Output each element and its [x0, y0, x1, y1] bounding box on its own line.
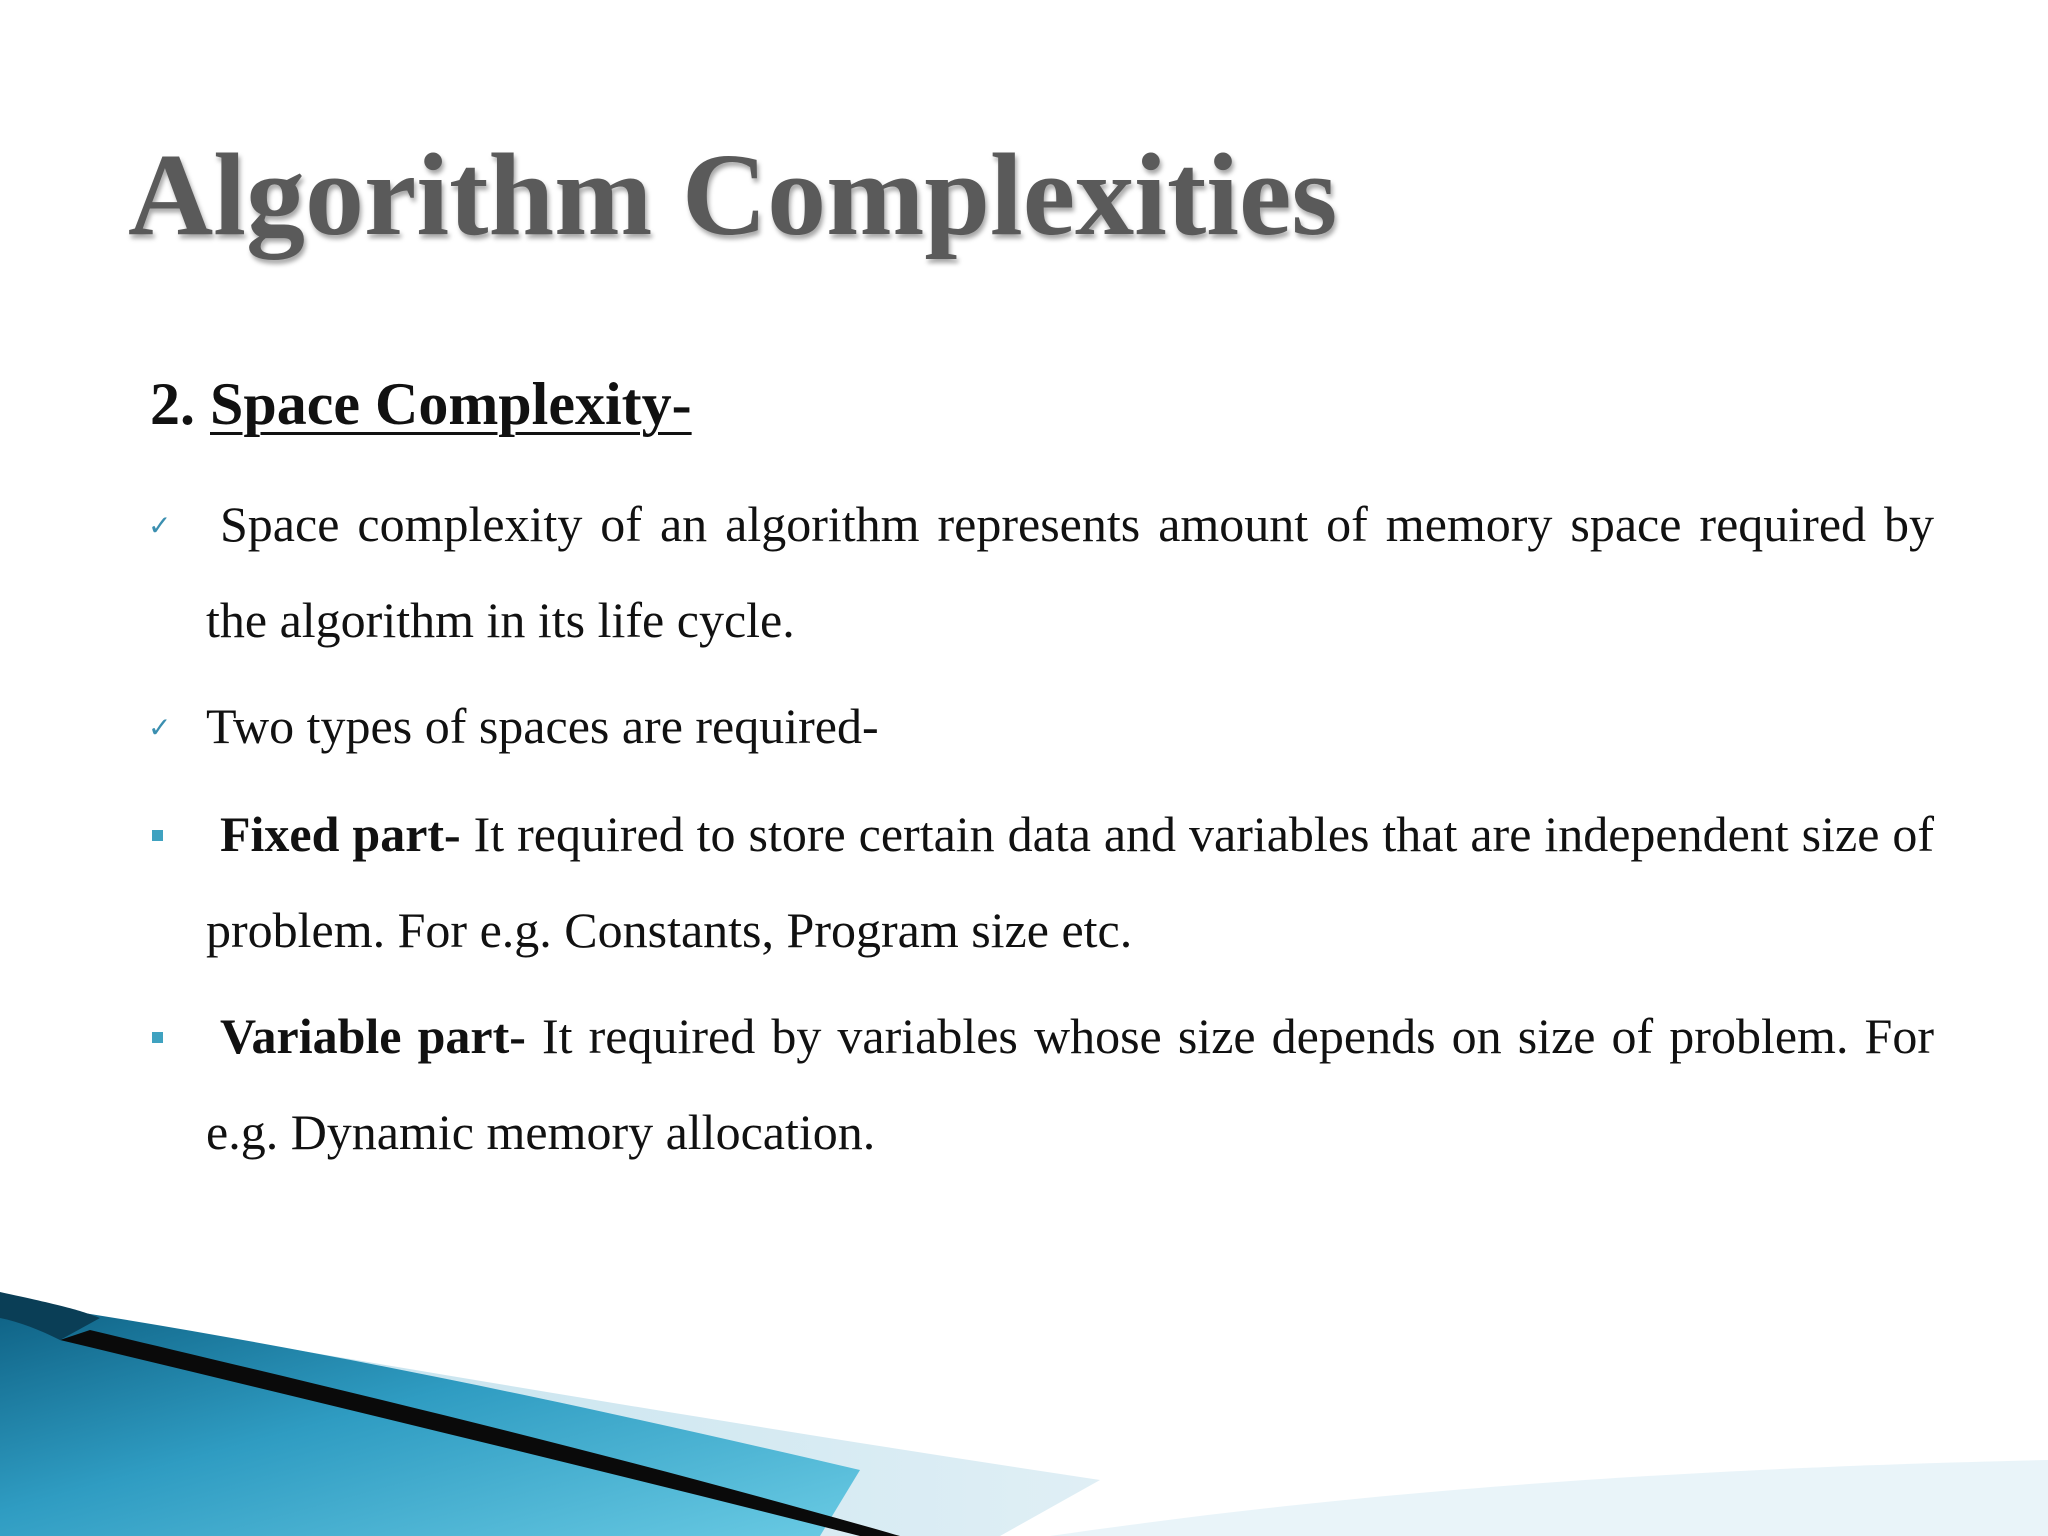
check-icon: ✓	[148, 711, 172, 744]
bullet-text: Space complexity of an algorithm represents amount of memory space required by the algorithm in its life cycle.	[206, 496, 1934, 648]
bullet-term: Fixed part-	[220, 806, 461, 862]
bullet-item	[148, 476, 1934, 668]
section-heading	[150, 370, 692, 439]
slide-title: Algorithm Complexities	[128, 129, 1338, 260]
bullet-term: Variable part-	[220, 1008, 526, 1064]
square-bullet-icon	[152, 830, 163, 841]
section-heading-text: Space Complexity-	[210, 371, 692, 437]
bullet-item	[206, 988, 1934, 1180]
square-bullet-icon	[152, 1032, 163, 1043]
section-number: 2.	[150, 371, 195, 437]
bullet-text: Two types of spaces are required-	[206, 698, 879, 754]
bullet-text: It required by variables whose size depends on size of problem. For e.g. Dynamic memory allocation.	[206, 1008, 1934, 1160]
bullet-item	[206, 786, 1934, 978]
bullet-item	[148, 678, 1934, 774]
check-icon: ✓	[148, 509, 172, 542]
bullet-text: It required to store certain data and variables that are independent size of problem. For e.g. Constants, Program size etc.	[206, 806, 1934, 958]
